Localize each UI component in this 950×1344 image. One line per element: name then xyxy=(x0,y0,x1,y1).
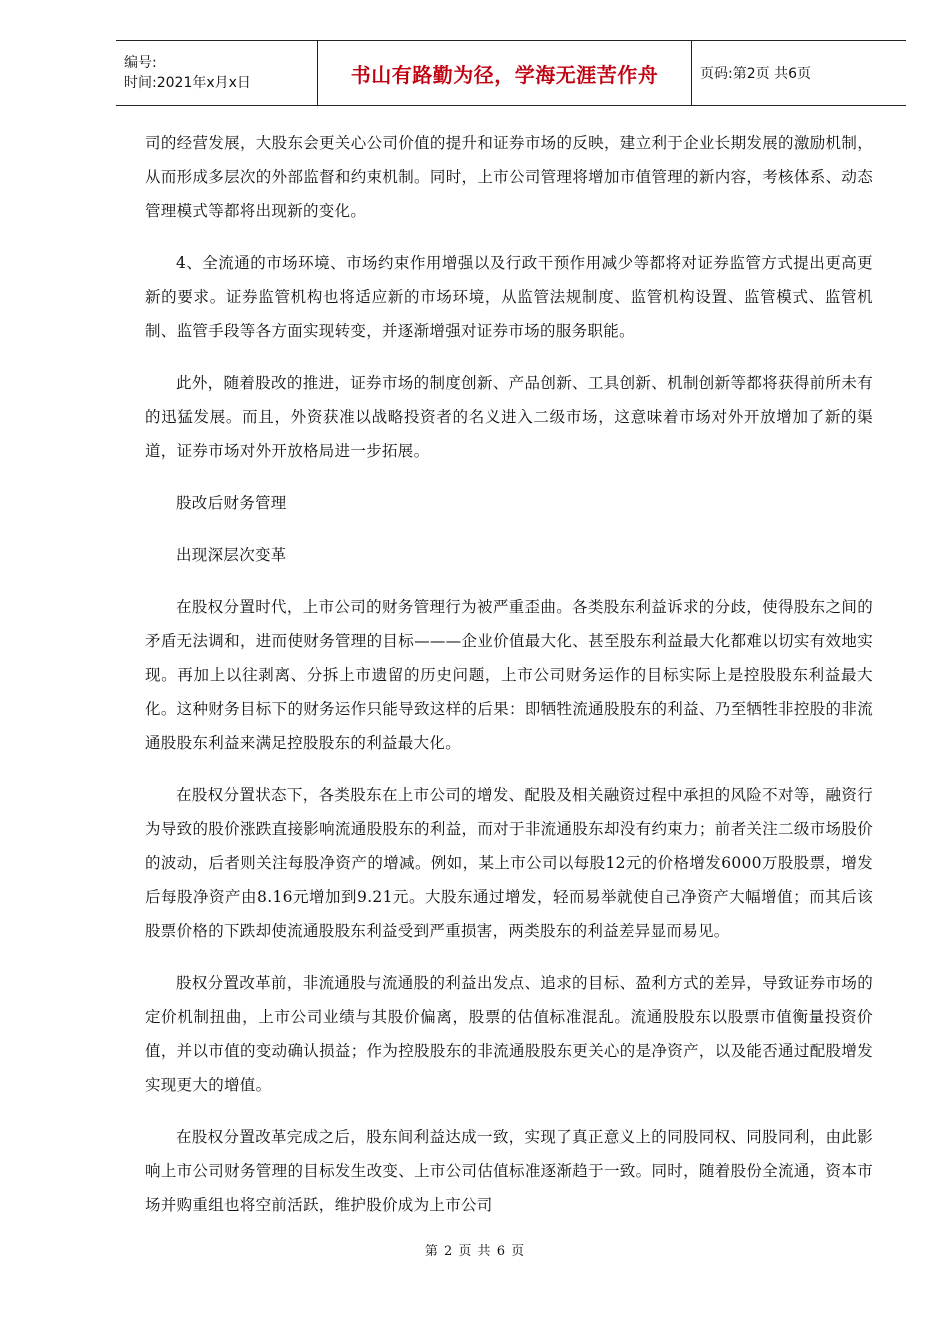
paragraph-continued: 司的经营发展，大股东会更关心公司价值的提升和证券市场的反映，建立利于企业长期发展的激励机制，从而形成多层次的外部监督和约束机制。同时，上市公司管理将增加市值管理的新内容，考核体系、动态管理模式等都将出现新的变化。 xyxy=(145,134,873,220)
page-footer: 第 2 页 共 6 页 xyxy=(424,1244,526,1259)
document-number-label: 编号: xyxy=(124,55,157,71)
section-heading-line2: 出现深层次变革 xyxy=(176,546,287,564)
paragraph-pre-reform: 股权分置改革前，非流通股与流通股的利益出发点、追求的目标、盈利方式的差异，导致证券市场的定价机制扭曲，上市公司业绩与其股价偏离，股票的估值标准混乱。流通股股东以股票市值衡量投资价值，并以市值的变动确认损益；作为控股股东的非流通股股东更关心的是净资产，以及能否通过配股增发实现更大的增值。 xyxy=(145,974,873,1094)
header-meta xyxy=(116,41,318,105)
motto-text: 书山有路勤为径，学海无涯苦作舟 xyxy=(350,62,659,87)
paragraph-regulation: 4、全流通的市场环境、市场约束作用增强以及行政干预作用减少等都将对证券监管方式提出更高更新的要求。证券监管机构也将适应新的市场环境，从监管法规制度、监管机构设置、监管模式、监管机制、监管手段等各方面实现转变，并逐渐增强对证券市场的服务职能。 xyxy=(145,254,873,340)
header-motto xyxy=(318,41,692,105)
document-time-label: 时间:2021年x月x日 xyxy=(124,75,251,91)
section-heading-line1: 股改后财务管理 xyxy=(176,494,287,512)
paragraph-financing-risk: 在股权分置状态下，各类股东在上市公司的增发、配股及相关融资过程中承担的风险不对等，融资行为导致的股价涨跌直接影响流通股股东的利益，而对于非流通股东却没有约束力；前者关注二级市场股价的波动，后者则关注每股净资产的增减。例如，某上市公司以每股12元的价格增发6000万股股票，增发后每股净资产由8.16元增加到9.21元。大股东通过增发，轻而易举就使自己净资产大幅增值；而其后该股票价格的下跌却使流通股股东利益受到严重损害，两类股东的利益差异显而易见。 xyxy=(145,786,873,940)
page-header xyxy=(116,40,906,106)
page-info-text: 页码:第2页 共6页 xyxy=(700,66,811,82)
paragraph-split-share-era: 在股权分置时代，上市公司的财务管理行为被严重歪曲。各类股东利益诉求的分歧，使得股东之间的矛盾无法调和，进而使财务管理的目标———企业价值最大化、甚至股东利益最大化都难以切实有效地实现。再加上以往剥离、分拆上市遗留的历史问题，上市公司财务运作的目标实际上是控股股东利益最大化。这种财务目标下的财务运作只能导致这样的后果：即牺牲流通股股东的利益、乃至牺牲非控股的非流通股股东利益来满足控股股东的利益最大化。 xyxy=(145,598,873,752)
document-body xyxy=(145,126,873,1240)
paragraph-innovation: 此外，随着股改的推进，证券市场的制度创新、产品创新、工具创新、机制创新等都将获得前所未有的迅猛发展。而且，外资获准以战略投资者的名义进入二级市场，这意味着市场对外开放增加了新的渠道，证券市场对外开放格局进一步拓展。 xyxy=(145,374,873,460)
paragraph-post-reform: 在股权分置改革完成之后，股东间利益达成一致，实现了真正意义上的同股同权、同股同利，由此影响上市公司财务管理的目标发生改变、上市公司估值标准逐渐趋于一致。同时，随着股份全流通，资本市场并购重组也将空前活跃，维护股价成为上市公司 xyxy=(145,1128,873,1214)
header-page-info xyxy=(692,41,906,105)
